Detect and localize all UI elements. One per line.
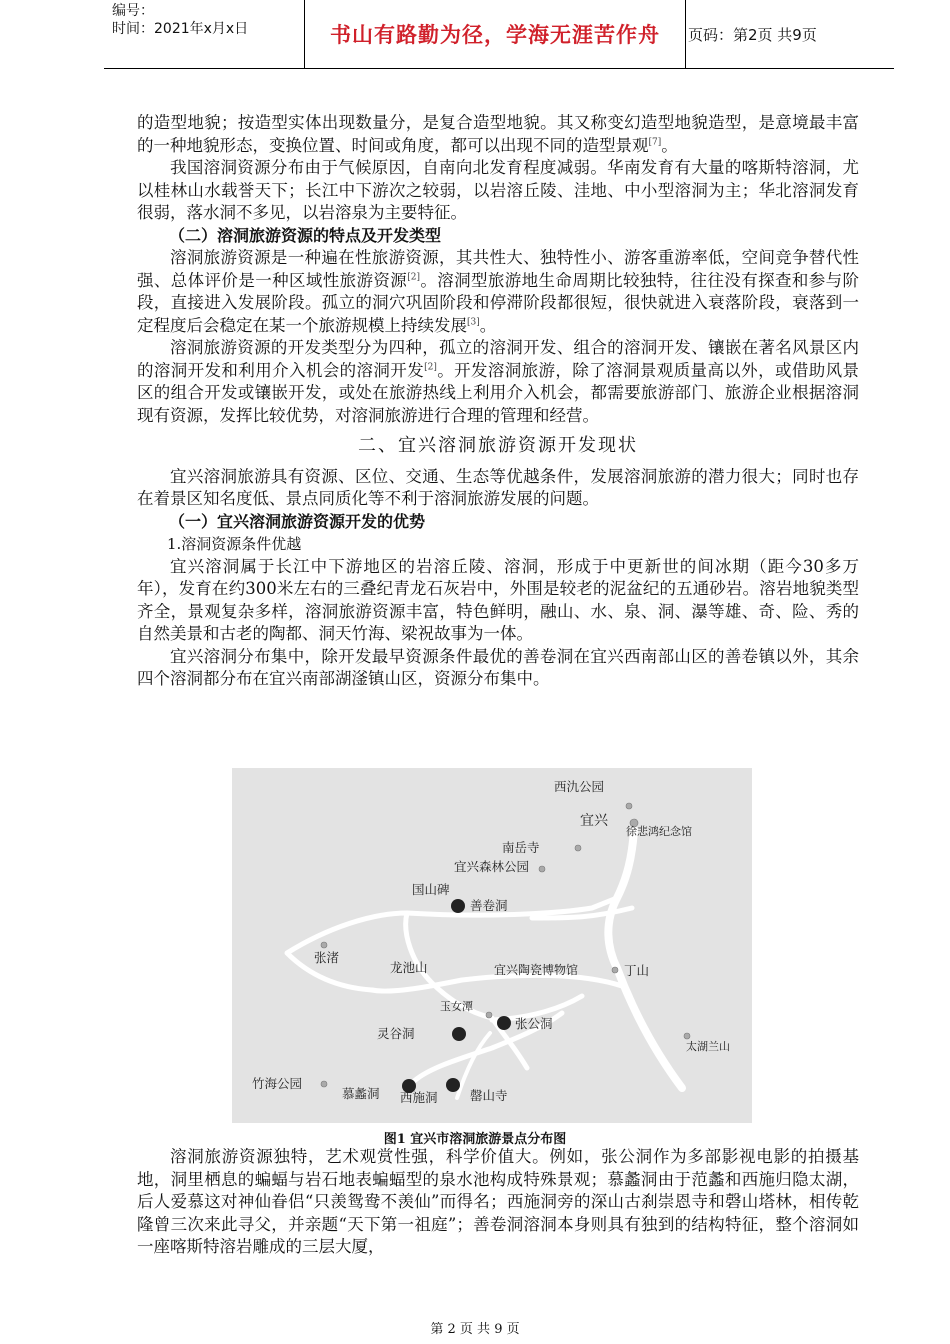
map-label-linggu: 灵谷洞 [377,1026,415,1041]
paragraph: 溶洞旅游资源的开发类型分为四种，孤立的溶洞开发、组合的溶洞开发、镶嵌在著名风景区内的溶洞开发和利用介入机会的溶洞开发[2]。开发溶洞旅游，除了溶洞景观质量高以外，或借助风景区的组合开发或镶嵌开发，或处在旅游热线上利用介入机会，都需要旅游部门、旅游企业根据溶洞现有资源，发挥比较优势，对溶洞旅游进行合理的管理和经营。 [137,338,860,425]
citation: [2] [424,362,437,372]
map-label-yunv: 玉女潭 [440,1000,473,1013]
header-motto: 书山有路勤为径，学海无涯苦作舟 [304,0,686,68]
map-label-yixing: 宜兴 [580,813,608,829]
map-label-zhanggong: 张公洞 [515,1016,553,1031]
section-heading: （一）宜兴溶洞旅游资源开发的优势 [169,511,426,531]
section-heading: （二）溶洞旅游资源的特点及开发类型 [169,225,442,245]
citation: [7] [648,137,662,147]
paragraph: 宜兴溶洞属于长江中下游地区的岩溶丘陵、溶洞，形成于中更新世的间冰期（距今30多万年），发育在约300米左右的三叠纪青龙石灰岩中，外围是较老的泥盆纪的五通砂岩。溶岩地貌类型齐全，景观复杂多样，溶洞旅游资源丰富，特色鲜明，融山、水、泉、洞、瀑等雄、奇、险、秀的自然美景和古老的陶都、洞天竹海、梁祝故事为一体。 [137,556,859,643]
main-text [137,112,859,691]
paragraph: 我国溶洞资源分布由于气候原因，自南向北发育程度减弱。华南发育有大量的喀斯特溶洞，尤以桂林山水载誉天下；长江中下游次之较弱，以岩溶丘陵、洼地、中小型溶洞为主；华北溶洞发育很弱，落水洞不多见，以岩溶泉为主要特征。 [137,158,859,222]
header-number: 编号： [112,3,154,19]
paragraph: 的造型地貌；按造型实体出现数量分，是复合造型地貌。其又称变幻造型地貌造型，是意境最丰富的一种地貌形态，变换位置、时间或角度，都可以出现不同的造型景观[7]。 [137,113,859,155]
header-meta [112,2,248,38]
xishi-dot [446,1078,460,1092]
map-label-qingshan: 罄山寺 [470,1088,508,1103]
road [372,975,622,991]
header-time: 时间：2021年x月x日 [112,21,249,37]
page-header [104,0,894,69]
xijiu-point [626,803,632,809]
paragraph: 溶洞旅游资源是一种遍在性旅游资源，其共性大、独特性小、游客重游率低，空间竞争替代性强、总体评价是一种区域性旅游资源[2]。溶洞型旅游地生命周期比较独特，往往没有探查和参与阶段，直接进入发展阶段。孤立的洞穴巩固阶段和停滞阶段都很短，很快就进入衰落阶段，衰落到一定程度后会稳定在某一个旅游规模上持续发展[3]。 [137,248,860,335]
page-footer: 第 2 页 共 9 页 [430,1322,520,1337]
map-label-zhangzhu: 张渚 [314,950,340,965]
zhuhai-point [321,1081,327,1087]
map-label-dingshan: 丁山 [624,963,650,978]
continued-text [137,1146,859,1259]
chapter-heading: 二、宜兴溶洞旅游资源开发现状 [358,435,638,456]
map-label-forest: 宜兴森林公园 [454,859,530,874]
map-label-xijiu: 西氿公园 [554,779,605,794]
forest-point [539,866,545,872]
zhanggong-dot [497,1016,511,1030]
map-label-ceramics: 宜兴陶瓷博物馆 [494,963,579,977]
linggu-dot [452,1027,466,1041]
subsection-heading: 1.溶洞资源条件优越 [167,535,302,553]
map-label-nanyue: 南岳寺 [502,840,540,855]
map-label-muli: 慕蠡洞 [342,1086,380,1101]
taihu-point [684,1033,690,1039]
cave-distribution-map [232,768,752,1123]
paragraph: 宜兴溶洞分布集中，除开发最早资源条件最优的善卷洞在宜兴西南部山区的善卷镇以外，其余四个溶洞都分布在宜兴南部湖滏镇山区，资源分布集中。 [137,646,859,688]
paragraph: 溶洞旅游资源独特，艺术观赏性强，科学价值大。例如，张公洞作为多部影视电影的拍摄基地，洞里栖息的蝙蝠与岩石地表蝙蝠型的泉水池构成特殊景观；慕蠡洞由于范蠡和西施归隐太湖，后人爱慕这对神仙眷侣“只羡鸳鸯不羡仙”而得名；西施洞旁的深山古刹崇恩寺和磬山塔林，相传乾隆曾三次来此寻父，并亲题“天下第一祖庭”；善卷洞溶洞本身则具有独到的结构特征，整个溶洞如一座喀斯特溶岩雕成的三层大厦， [137,1147,859,1256]
citation: [2] [407,272,420,282]
citation: [3] [467,317,480,327]
header-page-number: 页码：第2页 共9页 [688,26,817,44]
map-label-zhuhai: 竹海公园 [252,1076,303,1091]
nanyue-point [575,845,581,851]
shanjuan-dot [451,899,465,913]
dingshan-point [612,967,618,973]
map-label-xubeihong: 徐悲鸿纪念馆 [626,825,692,838]
map-label-longchi: 龙池山 [390,960,428,975]
figure-caption: 图1 宜兴市溶洞旅游景点分布图 [383,1132,567,1147]
zhangzhu-point [321,942,327,948]
map-label-taihu: 太湖兰山 [686,1040,730,1053]
main-road [608,830,682,1088]
paragraph: 宜兴溶洞旅游具有资源、区位、交通、生态等优越条件，发展溶洞旅游的潜力很大；同时也存在着景区知名度低、景点同质化等不利于溶洞旅游发展的问题。 [137,466,859,508]
yunv-point [486,1012,492,1018]
map-label-xishi: 西施洞 [400,1090,438,1105]
map-label-guoshan: 国山碑 [412,882,450,897]
map-label-shanjuan: 善卷洞 [470,898,508,913]
